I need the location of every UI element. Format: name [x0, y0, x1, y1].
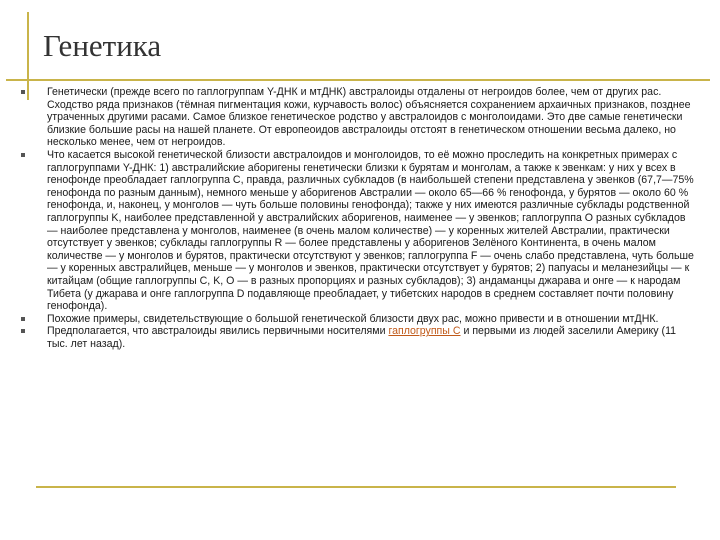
haplogroup-c-link[interactable]: гаплогруппы C [388, 325, 461, 338]
bullet-text-4-before: Предполагается, что австралоиды явились первичными носителями [47, 325, 389, 338]
slide-title: Генетика [43, 28, 162, 63]
bullet-item-2 [16, 149, 696, 313]
square-bullet-icon [21, 329, 25, 333]
bullet-text-2: Что касается высокой генетической близости австралоидов и монголоидов, то её можно проследить на конкретных примерах с гаплогруппами Y-ДНК: 1) австралийские аборигены генетически близки к бурятам и монголам, а также к эвенкам: у них у всех в генофонде преобладает гаплогруппа C, правда, различных субкладов (в наибольшей степени представлена у эвенков (67,7—75% генофонда по разным данным), немного меньше у аборигенов Австралии — около 65—66 % генофонда, у бурятов — около 60 % генофонда, и, наконец, у монголов — чуть больше половины генофонда); также у них имеются различные субклады родственной гаплогруппы K, наиболее представленной у австралийских аборигенов, наименее — у эвенков; гаплогруппа O разных субкладов — наиболее представлена у монголов, наименее (в очень малом количестве) — у коренных жителей Австралии, практически отсутствует у эвенков; субклады гаплогруппы R — более представлены у аборигенов Зелёного Континента, в очень малом количестве — у монголов и бурятов, практически отсутствуют у эвенков; гаплогруппа F — очень слабо представлена, чуть больше — у коренных австралийцев, меньше — у монголов и эвенков, практически отсутствует у бурятов; 2) папуасы и меланезийцы — к китайцам (общие гаплогруппы C, K, O — в разных пропорциях и разных субкладов); 3) андаманцы джарава и онге — к народам Тибета (у джарава и онге гаплогруппа D подавляюще преобладает, у тибетских народов в среднем составляет почти половину генофонда). [47, 148, 694, 313]
square-bullet-icon [21, 90, 25, 94]
bullet-item-3 [16, 313, 696, 326]
bullet-text-1: Генетически (прежде всего по гаплогруппам Y-ДНК и мтДНК) австралоиды отдалены от негроидов более, чем от других рас. Сходство ряда признаков (тёмная пигментация кожи, курчавость волос) объясняется сохранением архаичных признаков, позднее утраченных другими расами. Самое близкое генетическое родство у австралоидов с монголоидами. Это две самые генетически близкие большие расы на нашей планете. От европеоидов австралоиды отстоят в генетическом отношении весьма далеко, но несколько менее, чем от негроидов. [47, 86, 691, 149]
title-accent-horizontal-line [6, 79, 710, 81]
bullet-text-4-after: и первыми из людей заселили Америку (11 тыс. лет назад). [47, 325, 677, 350]
footer-accent-line [36, 486, 676, 488]
bullet-text-3: Похожие примеры, свидетельствующие о большой генетической близости двух рас, можно привести и в отношении мтДНК. [47, 312, 659, 325]
square-bullet-icon [21, 153, 25, 157]
square-bullet-icon [21, 317, 25, 321]
bullet-item-1 [16, 86, 696, 149]
bullet-list [16, 86, 696, 350]
bullet-item-4 [16, 325, 696, 350]
